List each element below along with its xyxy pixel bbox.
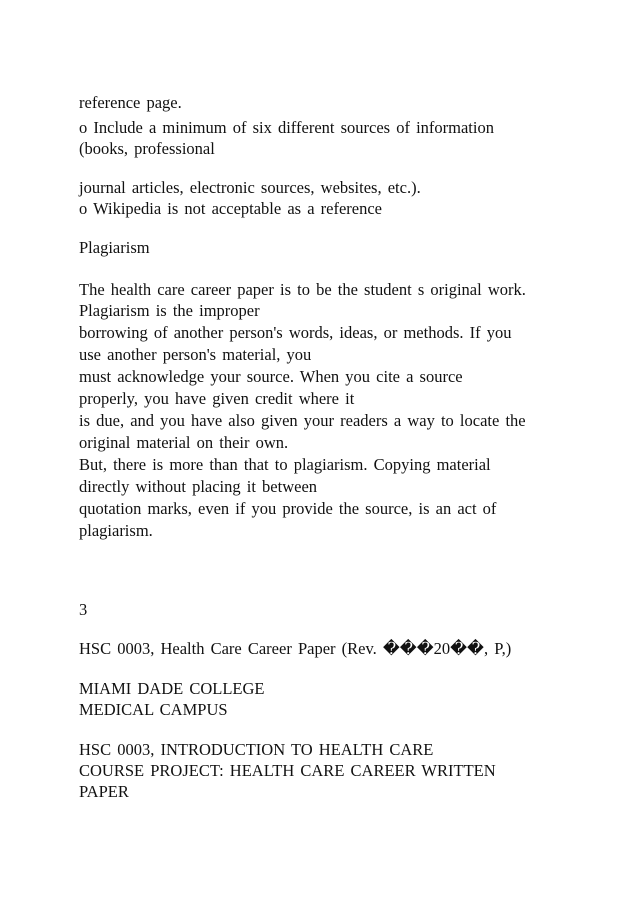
text-line-sources-minimum: o Include a minimum of six different sources of information (79, 118, 494, 137)
text-line-borrowing: borrowing of another person's words, ideas, or methods. If you (79, 323, 512, 342)
text-line-acknowledge: must acknowledge your source. When you cite a source (79, 367, 463, 386)
course-title: HSC 0003, INTRODUCTION TO HEALTH CARE (79, 740, 434, 759)
page-number: 3 (79, 600, 88, 619)
text-line-own: original material on their own. (79, 433, 289, 452)
text-line-material: use another person's material, you (79, 345, 312, 364)
text-line-reference-page: reference page. (79, 93, 182, 112)
text-line-copying: But, there is more than that to plagiarism. Copying material (79, 455, 491, 474)
project-title: COURSE PROJECT: HEALTH CARE CAREER WRITTEN (79, 761, 496, 780)
project-title-continued: PAPER (79, 782, 129, 801)
text-line-improper: Plagiarism is the improper (79, 301, 260, 320)
college-name: MIAMI DADE COLLEGE (79, 679, 265, 698)
text-line-quotation: quotation marks, even if you provide the source, is an act of (79, 499, 497, 518)
text-line-placing: directly without placing it between (79, 477, 318, 496)
document-header-line: HSC 0003, Health Care Career Paper (Rev. ���20��, P,) (79, 639, 512, 658)
text-line-journal-articles: journal articles, electronic sources, websites, etc.). (79, 178, 421, 197)
text-line-original-work: The health care career paper is to be the student s original work. (79, 280, 526, 299)
text-line-books-professional: (books, professional (79, 139, 215, 158)
text-line-credit: properly, you have given credit where it (79, 389, 355, 408)
text-line-locate: is due, and you have also given your readers a way to locate the (79, 411, 526, 430)
text-line-plagiarism-end: plagiarism. (79, 521, 153, 540)
text-line-wikipedia: o Wikipedia is not acceptable as a reference (79, 199, 383, 218)
section-heading-plagiarism: Plagiarism (79, 238, 150, 257)
campus-name: MEDICAL CAMPUS (79, 700, 228, 719)
